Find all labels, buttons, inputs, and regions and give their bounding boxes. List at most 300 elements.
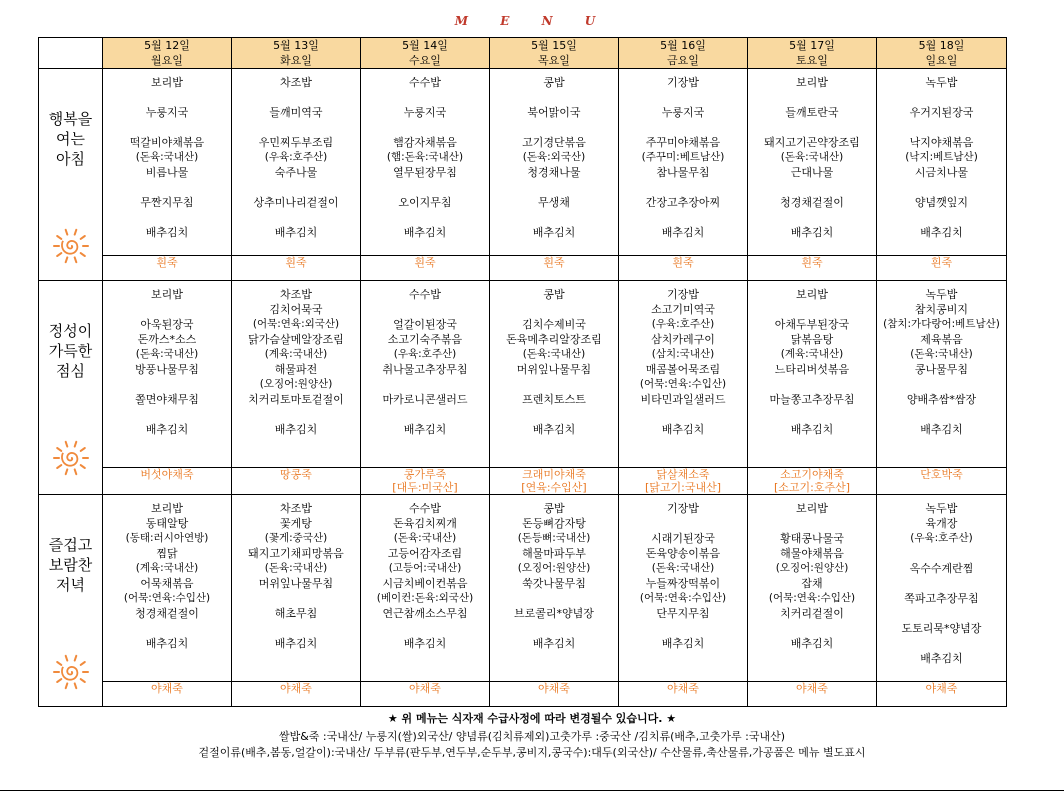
dish-item [877, 377, 1006, 392]
dish-item: 콩밥 [543, 288, 565, 301]
porridge-name: 야채죽 [151, 682, 183, 695]
dish-item: (돈육:국내산) [651, 562, 715, 574]
dish-item: 보리밥 [796, 76, 828, 89]
menu-cell [748, 495, 877, 682]
porridge-cell [232, 256, 361, 281]
dish-item: 머위잎나물무침 [516, 363, 592, 376]
dish-item: (삼치:국내산) [651, 348, 715, 360]
dish-item: 보리밥 [796, 502, 828, 515]
dish-item: 배추김치 [532, 423, 576, 436]
dish-item [490, 407, 618, 422]
meal-label-cell [39, 495, 103, 707]
dish-item: (참치:가다랑어:베트남산) [883, 318, 1000, 330]
dish-item: 오이지무침 [398, 196, 452, 209]
porridge-origin: [대두:미국산] [392, 481, 458, 494]
dish-item: 느타리버섯볶음 [774, 363, 850, 376]
menu-cell [619, 69, 748, 256]
dish-item: 쫄면야채무침 [135, 393, 199, 406]
dish-item: 배추김치 [790, 226, 834, 239]
dish-item [490, 90, 618, 105]
dish-item: (어묵:연육:수입산) [123, 592, 211, 604]
meal-label-cell [39, 69, 103, 281]
dish-item: 삼치카레구이 [651, 333, 715, 346]
dish-item: 배추김치 [661, 423, 705, 436]
porridge-name: 흰죽 [930, 256, 953, 269]
dish-item: 돈등뼈감자탕 [522, 517, 586, 530]
menu-cell [361, 495, 490, 682]
dish-item: 소고기숙주볶음 [387, 333, 463, 346]
dish-item: 머위잎나물무침 [258, 577, 334, 590]
dish-item: 치커리겉절이 [780, 607, 844, 620]
dish-item: 옥수수계란찜 [909, 562, 974, 575]
dish-item: 숙주나물 [274, 166, 318, 179]
dish-item: 아욱된장국 [140, 318, 194, 331]
dish-item: 기장밥 [667, 502, 699, 515]
dish-item: 콩밥 [543, 502, 565, 515]
dish-item: 소고기미역국 [651, 303, 715, 316]
dish-item: (돈육:국내산) [264, 562, 328, 574]
corner-cell [39, 38, 103, 69]
dish-item: 쪽파고추장무침 [904, 592, 979, 605]
dish-item: 닭가슴살메알장조림 [248, 333, 344, 346]
porridge-name: 야채죽 [280, 682, 312, 695]
dish-item: (우육:호주산) [910, 532, 973, 544]
dish-item: 배추김치 [532, 637, 576, 650]
dish-item: 시금치나물 [914, 166, 969, 179]
dish-item: (돈육:국내산) [393, 532, 457, 544]
dish-item: 참치콩비지 [914, 303, 969, 316]
porridge-name: 단호박죽 [920, 468, 963, 481]
dish-item: 돈육양송이볶음 [645, 547, 721, 560]
porridge-cell [877, 256, 1007, 281]
dish-item [877, 407, 1006, 422]
dish-item [232, 90, 360, 105]
dish-item: 배추김치 [920, 652, 963, 665]
bottom-divider [0, 790, 1064, 791]
menu-cell [877, 69, 1007, 256]
dish-item [232, 180, 360, 195]
porridge-cell [748, 682, 877, 707]
dish-item: 마늘쫑고추장무침 [769, 393, 855, 406]
dish-item: 수수밥 [409, 76, 441, 89]
dish-item: 떡갈비야채볶음 [129, 136, 205, 149]
day-weekday: 토요일 [796, 54, 828, 67]
dish-item: 기장밥 [667, 76, 699, 89]
dish-item: 배추김치 [274, 226, 318, 239]
meal-name-line: 즐겁고 [48, 536, 93, 554]
dish-item: 시래기된장국 [651, 532, 715, 545]
porridge-cell [361, 468, 490, 495]
dish-item [748, 210, 876, 225]
dish-item [490, 377, 618, 392]
day-header [490, 38, 619, 69]
porridge-cell [232, 468, 361, 495]
dish-item: 해초무침 [274, 607, 318, 620]
dish-item: 닭볶음탕 [790, 333, 834, 346]
menu-cell [361, 69, 490, 256]
dish-item: (돈육:외국산) [522, 151, 586, 163]
porridge-name: 흰죽 [672, 256, 694, 269]
origin-info-2: 겉절이류(배추,봄동,얼갈이):국내산/ 두부류(판두부,연두부,순두부,콩비지,콩국수):대두(외국산)/ 수산물류,축산물류,가공품은 메뉴 별도표시 [198, 746, 866, 759]
dish-item: 배추김치 [403, 226, 447, 239]
dish-item [877, 180, 1006, 195]
dish-item: (동태:러시아연방) [125, 532, 209, 544]
dish-item: 누룽지국 [661, 106, 705, 119]
dish-item: (어묵:연육:외국산) [252, 318, 340, 330]
porridge-name: 버섯야채죽 [140, 468, 194, 481]
dish-item: 아채두부된장국 [774, 318, 850, 331]
dish-item: 배추김치 [661, 637, 705, 650]
dish-item: 제육볶음 [920, 333, 963, 346]
dish-item [361, 90, 489, 105]
dish-item: 보리밥 [151, 288, 183, 301]
porridge-cell [361, 256, 490, 281]
dish-item [619, 621, 747, 636]
dish-item: (돈육:국내산) [135, 348, 199, 360]
porridge-origin: [소고기:호주산] [773, 481, 851, 494]
dish-item: (계육:국내산) [264, 348, 328, 360]
dish-item: 청경채나물 [527, 166, 581, 179]
porridge-origin: [연육:수입산] [521, 481, 587, 494]
porridge-name: 닭살채소죽 [656, 468, 710, 481]
dish-item: 배추김치 [145, 423, 189, 436]
dish-item [877, 606, 1006, 621]
dish-item [619, 210, 747, 225]
porridge-name: 야채죽 [796, 682, 828, 695]
dish-item: 배추김치 [403, 637, 447, 650]
porridge-row [39, 682, 1007, 707]
dish-item [361, 407, 489, 422]
weekly-menu-table [38, 37, 1007, 707]
dish-item: 배추김치 [145, 637, 189, 650]
porridge-cell [103, 256, 232, 281]
day-weekday: 수요일 [409, 54, 441, 67]
day-header [103, 38, 232, 69]
dish-item: (낙지:베트남산) [905, 151, 978, 163]
dish-item: 청경채겉절이 [135, 607, 199, 620]
dish-item: 상추미나리겉절이 [253, 196, 339, 209]
dish-item: 햄감자채볶음 [393, 136, 457, 149]
meal-name-line: 행복을 [48, 110, 93, 128]
meal-name-line: 보람찬 [48, 556, 93, 574]
porridge-name: 흰죽 [285, 256, 307, 269]
porridge-name: 소고기야채죽 [780, 468, 844, 481]
dish-item: (어묵:연육:수입산) [768, 592, 856, 604]
dish-item: 김치어묵국 [269, 303, 323, 316]
dish-item: 매콤볼어묵조림 [645, 363, 721, 376]
day-weekday: 목요일 [538, 54, 570, 67]
dish-item: (우육:호주산) [264, 151, 328, 163]
dish-item: (계육:국내산) [780, 348, 844, 360]
dish-item: (돈육:국내산) [522, 348, 586, 360]
dish-item: 주꾸미야채볶음 [645, 136, 721, 149]
dish-item: 콩나물무침 [914, 363, 969, 376]
dish-item: 들깨토란국 [785, 106, 839, 119]
porridge-name: 흰죽 [543, 256, 565, 269]
dish-item [103, 302, 231, 317]
day-header [232, 38, 361, 69]
meal-name-line: 저녁 [56, 576, 85, 594]
dish-item [103, 180, 231, 195]
menu-cell [490, 281, 619, 468]
dish-item: (어묵:연육:수입산) [639, 592, 727, 604]
menu-cell [748, 281, 877, 468]
dish-item [103, 120, 231, 135]
spiral-sun-icon [51, 226, 91, 266]
day-weekday: 월요일 [151, 54, 183, 67]
dish-item [103, 377, 231, 392]
porridge-name: 크래미야채죽 [522, 468, 586, 481]
dish-item: 낙지야채볶음 [909, 136, 974, 149]
menu-cell [490, 495, 619, 682]
dish-item: (어묵:연육:수입산) [639, 378, 727, 390]
dish-item: 육개장 [925, 517, 958, 530]
dish-item [748, 621, 876, 636]
dish-item: 기장밥 [667, 288, 699, 301]
dish-item: (우육:호주산) [651, 318, 715, 330]
dish-item [361, 621, 489, 636]
day-date: 5월 18일 [918, 39, 965, 52]
dish-item: 김치수제비국 [522, 318, 586, 331]
dish-item [748, 377, 876, 392]
dish-item: (햄:돈육:국내산) [386, 151, 464, 163]
dish-item: 프렌치토스트 [522, 393, 586, 406]
menu-cell [232, 69, 361, 256]
dish-item: 고기경단볶음 [522, 136, 586, 149]
dish-item [619, 120, 747, 135]
dish-item: 돈육메추리알장조림 [506, 333, 602, 346]
porridge-name: 흰죽 [801, 256, 823, 269]
menu-cell [103, 281, 232, 468]
meal-row [39, 281, 1007, 468]
dish-item [232, 621, 360, 636]
dish-item: 해물야채볶음 [780, 547, 844, 560]
dish-item: 배추김치 [403, 423, 447, 436]
porridge-name: 야채죽 [667, 682, 699, 695]
day-date: 5월 16일 [660, 39, 706, 52]
dish-item: 잡채 [801, 577, 823, 590]
menu-cell [232, 495, 361, 682]
meal-row [39, 495, 1007, 682]
dish-item: 배추김치 [274, 423, 318, 436]
dish-item [619, 516, 747, 531]
dish-item: 녹두밥 [925, 288, 958, 301]
day-header [619, 38, 748, 69]
dish-item: (고등어:국내산) [388, 562, 462, 574]
dish-item: 차조밥 [280, 502, 312, 515]
porridge-cell [619, 682, 748, 707]
dish-item [748, 120, 876, 135]
dish-item: 비타민과일샐러드 [640, 393, 726, 406]
dish-item: 수수밥 [409, 288, 441, 301]
dish-item: 수수밥 [409, 502, 441, 515]
dish-item [877, 120, 1006, 135]
dish-item: 고등어감자조림 [387, 547, 463, 560]
porridge-cell [103, 682, 232, 707]
meal-name-line: 점심 [56, 362, 85, 380]
dish-item: 도토리묵*양념장 [901, 622, 982, 635]
dish-item [232, 591, 360, 606]
dish-item [877, 546, 1006, 561]
dish-item: 마카로니콘샐러드 [382, 393, 468, 406]
porridge-cell [490, 468, 619, 495]
dish-item: (베이컨:돈육:외국산) [376, 592, 474, 604]
day-weekday: 금요일 [667, 54, 699, 67]
day-date: 5월 13일 [273, 39, 319, 52]
dish-item: (꽃게:중국산) [264, 532, 328, 544]
dish-item: 황태콩나물국 [780, 532, 844, 545]
dish-item: (돈육:국내산) [135, 151, 199, 163]
menu-cell [490, 69, 619, 256]
dish-item: 콩밥 [543, 76, 565, 89]
dish-item [103, 90, 231, 105]
dish-item: 양배추쌈*쌈장 [906, 393, 977, 406]
dish-item: 배추김치 [532, 226, 576, 239]
dish-item [103, 621, 231, 636]
dish-item: 보리밥 [151, 76, 183, 89]
dish-item: 무짠지무침 [140, 196, 194, 209]
origin-info-1: 쌀밥&죽 :국내산/ 누룽지(쌀)외국산/ 양념류(김치류제외)고춧가루 :중국산 /김치류(배추,고춧가루 :국내산) [278, 730, 786, 743]
porridge-cell [619, 256, 748, 281]
dish-item: (돈육:국내산) [780, 151, 844, 163]
day-header [748, 38, 877, 69]
dish-item: 녹두밥 [925, 76, 958, 89]
dish-item: 참나물무침 [656, 166, 710, 179]
dish-item: (오징어:원양산) [259, 378, 333, 390]
dish-item: 돈육김치찌개 [393, 517, 457, 530]
dish-item: 얼갈이된장국 [393, 318, 457, 331]
porridge-row [39, 468, 1007, 495]
dish-item [490, 120, 618, 135]
dish-item: 보리밥 [151, 502, 183, 515]
menu-cell [619, 281, 748, 468]
porridge-origin: [닭고기:국내산] [644, 481, 722, 494]
dish-item [361, 210, 489, 225]
dish-item: 양념깻잎지 [914, 196, 969, 209]
menu-cell [619, 495, 748, 682]
dish-item: 차조밥 [280, 76, 312, 89]
dish-item: (오징어:원양산) [517, 562, 591, 574]
dish-item: 누룽지국 [403, 106, 447, 119]
dish-item [490, 591, 618, 606]
meal-label-cell [39, 281, 103, 495]
porridge-cell [232, 682, 361, 707]
dish-item: 차조밥 [280, 288, 312, 301]
dish-item [490, 621, 618, 636]
porridge-name: 흰죽 [156, 256, 178, 269]
meal-name [49, 535, 92, 595]
dish-item: 보리밥 [796, 288, 828, 301]
dish-item: 어묵채볶음 [140, 577, 194, 590]
dish-item [361, 120, 489, 135]
meal-row [39, 69, 1007, 256]
day-date: 5월 15일 [531, 39, 577, 52]
porridge-name: 야채죽 [409, 682, 441, 695]
dish-item [103, 407, 231, 422]
header-row [39, 38, 1007, 69]
dish-item: 해물마파두부 [522, 547, 586, 560]
dish-item: 배추김치 [661, 226, 705, 239]
dish-item [232, 210, 360, 225]
dish-item: 돼지고기채피망볶음 [248, 547, 344, 560]
notice-text: ★ 위 메뉴는 식자재 수급사정에 따라 변경될수 있습니다. ★ [387, 712, 677, 725]
dish-item: 열무된장무침 [393, 166, 457, 179]
dish-item [748, 90, 876, 105]
dish-item: 취나물고추장무침 [382, 363, 468, 376]
dish-item: 배추김치 [790, 637, 834, 650]
porridge-name: 야채죽 [925, 682, 958, 695]
dish-item [619, 90, 747, 105]
dish-item: 배추김치 [920, 423, 963, 436]
dish-item [232, 407, 360, 422]
day-header [361, 38, 490, 69]
meal-name-line: 정성이 [48, 322, 93, 340]
porridge-row [39, 256, 1007, 281]
dish-item [748, 516, 876, 531]
dish-item: 북어맑이국 [527, 106, 581, 119]
dish-item: 비름나물 [145, 166, 189, 179]
menu-body [39, 69, 1007, 707]
meal-name [49, 321, 92, 381]
meal-name-line: 아침 [56, 150, 85, 168]
day-date: 5월 17일 [789, 39, 835, 52]
dish-item: 동태알탕 [145, 517, 189, 530]
porridge-name: 흰죽 [414, 256, 436, 269]
dish-item: (계육:국내산) [135, 562, 199, 574]
dish-item: 쑥갓나물무침 [522, 577, 586, 590]
dish-item: 브로콜리*양념장 [514, 607, 594, 620]
menu-cell [103, 69, 232, 256]
menu-cell [877, 281, 1007, 468]
porridge-cell [877, 682, 1007, 707]
dish-item: 연근참깨소스무침 [382, 607, 468, 620]
dish-item: 방풍나물무침 [135, 363, 199, 376]
porridge-cell [490, 682, 619, 707]
meal-name-line: 여는 [56, 130, 85, 148]
dish-item: (돈육:국내산) [910, 348, 973, 360]
dish-item: 근대나물 [790, 166, 834, 179]
meal-name [49, 109, 92, 169]
day-weekday: 일요일 [925, 54, 958, 67]
dish-item: 치커리토마토겉절이 [248, 393, 344, 406]
dish-item: 간장고추장아찌 [645, 196, 721, 209]
dish-item: 배추김치 [145, 226, 189, 239]
menu-cell [361, 281, 490, 468]
dish-item: 단무지무침 [656, 607, 710, 620]
porridge-cell [619, 468, 748, 495]
dish-item [619, 407, 747, 422]
dish-item: 녹두밥 [925, 502, 958, 515]
dish-item [103, 210, 231, 225]
menu-cell [877, 495, 1007, 682]
dish-item: 찜닭 [156, 547, 178, 560]
menu-cell [232, 281, 361, 468]
dish-item: 꽃게탕 [280, 517, 312, 530]
dish-item [877, 210, 1006, 225]
day-header [877, 38, 1007, 69]
dish-item: (돈등뼈:국내산) [517, 532, 591, 544]
day-date: 5월 12일 [144, 39, 190, 52]
menu-title: M E N U [454, 14, 610, 28]
dish-item [877, 636, 1006, 651]
dish-item: 무생채 [538, 196, 570, 209]
dish-item: 시금치베이컨볶음 [382, 577, 468, 590]
dish-item [490, 210, 618, 225]
dish-item: 우민찌두부조림 [258, 136, 334, 149]
dish-item: 돈까스*소스 [137, 333, 197, 346]
porridge-name: 콩가루죽 [403, 468, 447, 481]
dish-item: 해물파전 [274, 363, 318, 376]
